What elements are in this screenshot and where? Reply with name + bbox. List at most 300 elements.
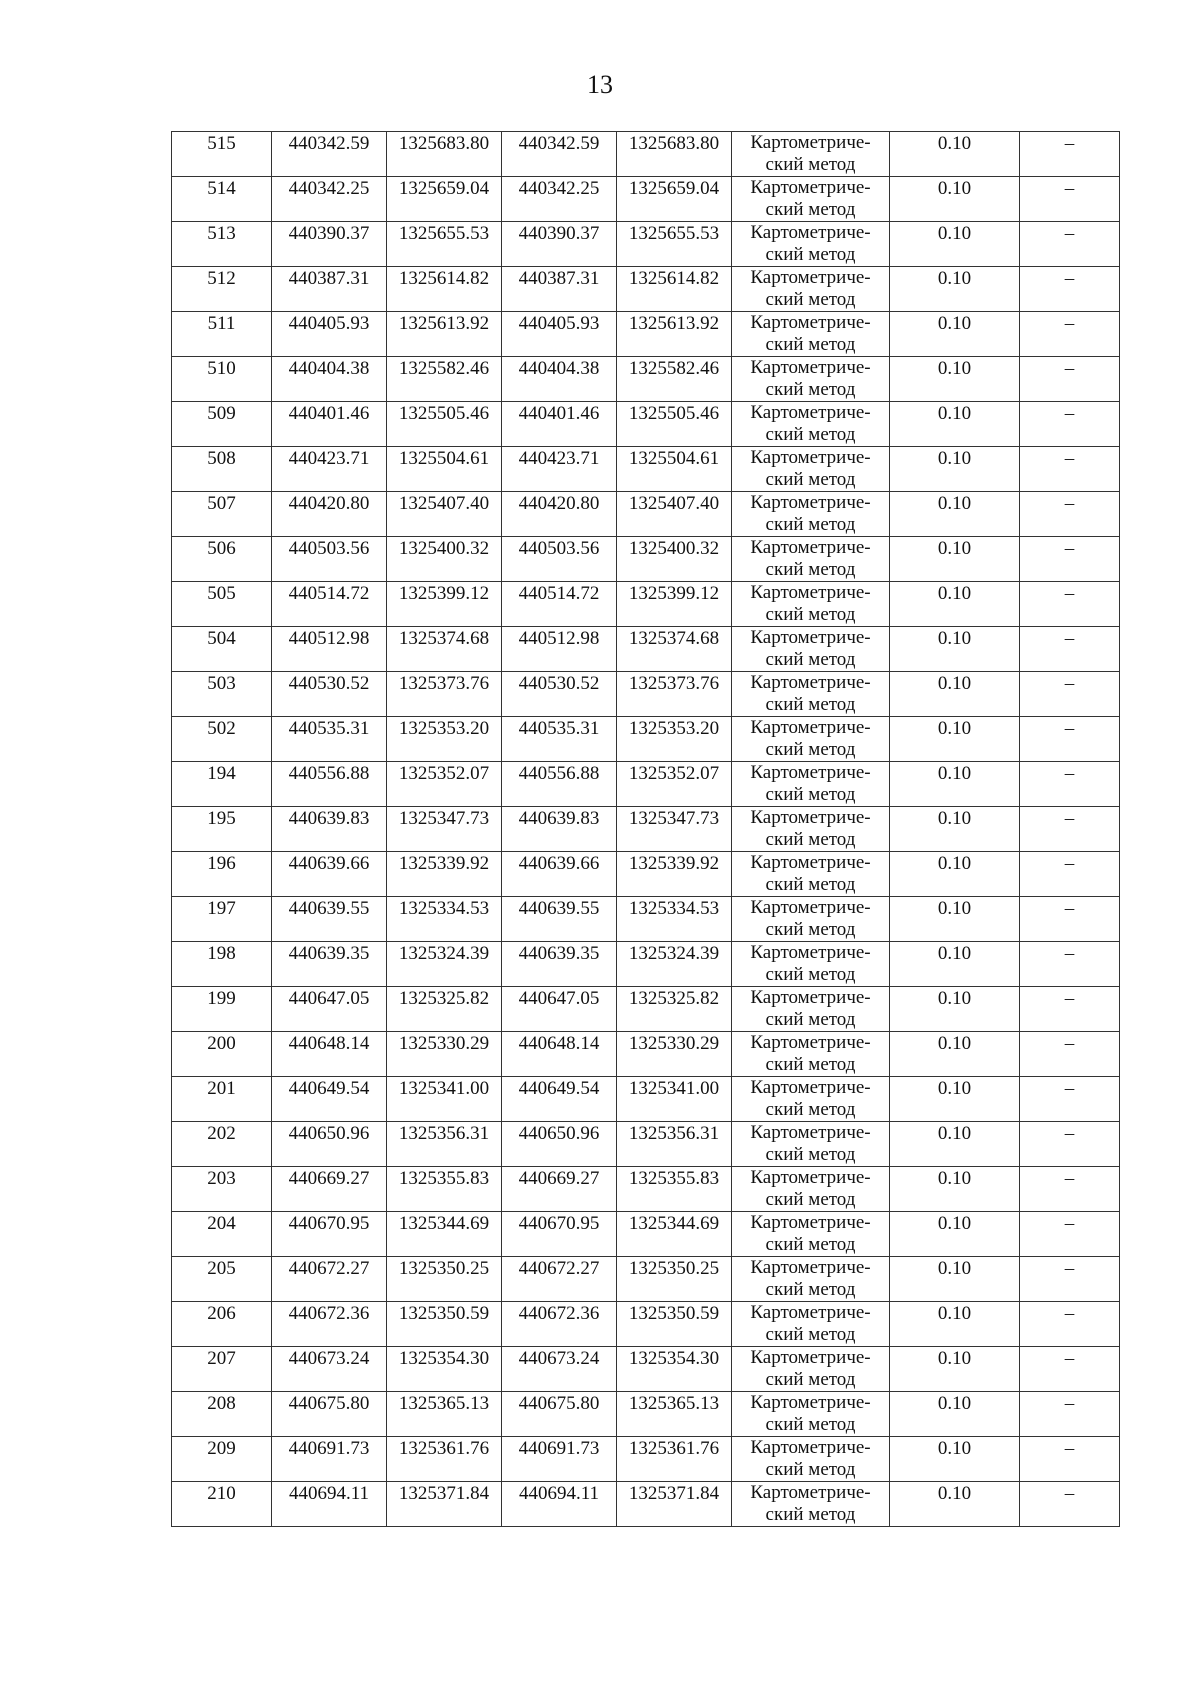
- x-coord-cell: 440387.31: [272, 267, 387, 312]
- x-coord-cell: 440556.88: [272, 762, 387, 807]
- point-number-cell: 509: [172, 402, 272, 447]
- x-coord-new-cell: 440342.59: [502, 132, 617, 177]
- y-coord-cell: 1325683.80: [387, 132, 502, 177]
- method-line-2: ский метод: [765, 964, 856, 985]
- point-number-cell: 502: [172, 717, 272, 762]
- x-coord-new-cell: 440639.83: [502, 807, 617, 852]
- y-coord-new-cell: 1325350.25: [617, 1257, 732, 1302]
- point-number-cell: 196: [172, 852, 272, 897]
- accuracy-cell: 0.10: [890, 267, 1020, 312]
- accuracy-cell: 0.10: [890, 1212, 1020, 1257]
- accuracy-cell: 0.10: [890, 132, 1020, 177]
- point-number-cell: 511: [172, 312, 272, 357]
- y-coord-cell: 1325324.39: [387, 942, 502, 987]
- method-cell: [732, 1392, 890, 1437]
- point-number-cell: 205: [172, 1257, 272, 1302]
- y-coord-cell: 1325344.69: [387, 1212, 502, 1257]
- table-row: [172, 852, 1120, 897]
- x-coord-new-cell: 440670.95: [502, 1212, 617, 1257]
- method-cell: [732, 852, 890, 897]
- x-coord-new-cell: 440639.66: [502, 852, 617, 897]
- method-cell: [732, 582, 890, 627]
- y-coord-cell: 1325325.82: [387, 987, 502, 1032]
- accuracy-cell: 0.10: [890, 447, 1020, 492]
- x-coord-cell: 440672.27: [272, 1257, 387, 1302]
- x-coord-cell: 440639.66: [272, 852, 387, 897]
- table-row: [172, 177, 1120, 222]
- point-number-cell: 197: [172, 897, 272, 942]
- method-line-2: ский метод: [765, 1099, 856, 1120]
- x-coord-cell: 440404.38: [272, 357, 387, 402]
- x-coord-cell: 440420.80: [272, 492, 387, 537]
- x-coord-new-cell: 440639.35: [502, 942, 617, 987]
- y-coord-new-cell: 1325356.31: [617, 1122, 732, 1167]
- method-cell: [732, 1167, 890, 1212]
- method-line-1: Картометриче-: [750, 537, 871, 558]
- x-coord-cell: 440423.71: [272, 447, 387, 492]
- note-cell: –: [1020, 1167, 1120, 1212]
- y-coord-new-cell: 1325582.46: [617, 357, 732, 402]
- note-cell: –: [1020, 1257, 1120, 1302]
- method-line-1: Картометриче-: [750, 312, 871, 333]
- point-number-cell: 512: [172, 267, 272, 312]
- method-line-1: Картометриче-: [750, 132, 871, 153]
- method-cell: [732, 762, 890, 807]
- x-coord-cell: 440639.55: [272, 897, 387, 942]
- table-row: [172, 582, 1120, 627]
- accuracy-cell: 0.10: [890, 177, 1020, 222]
- note-cell: –: [1020, 1437, 1120, 1482]
- method-line-2: ский метод: [765, 874, 856, 895]
- accuracy-cell: 0.10: [890, 1392, 1020, 1437]
- y-coord-new-cell: 1325361.76: [617, 1437, 732, 1482]
- x-coord-new-cell: 440503.56: [502, 537, 617, 582]
- x-coord-cell: 440691.73: [272, 1437, 387, 1482]
- note-cell: –: [1020, 537, 1120, 582]
- accuracy-cell: 0.10: [890, 1257, 1020, 1302]
- x-coord-new-cell: 440387.31: [502, 267, 617, 312]
- method-line-1: Картометриче-: [750, 357, 871, 378]
- y-coord-cell: 1325373.76: [387, 672, 502, 717]
- note-cell: –: [1020, 312, 1120, 357]
- x-coord-cell: 440342.59: [272, 132, 387, 177]
- method-cell: [732, 447, 890, 492]
- x-coord-cell: 440401.46: [272, 402, 387, 447]
- note-cell: –: [1020, 222, 1120, 267]
- y-coord-cell: 1325350.25: [387, 1257, 502, 1302]
- x-coord-new-cell: 440535.31: [502, 717, 617, 762]
- method-line-1: Картометриче-: [750, 807, 871, 828]
- y-coord-cell: 1325330.29: [387, 1032, 502, 1077]
- note-cell: –: [1020, 177, 1120, 222]
- note-cell: –: [1020, 267, 1120, 312]
- y-coord-cell: 1325356.31: [387, 1122, 502, 1167]
- point-number-cell: 201: [172, 1077, 272, 1122]
- x-coord-cell: 440670.95: [272, 1212, 387, 1257]
- x-coord-cell: 440512.98: [272, 627, 387, 672]
- method-line-1: Картометриче-: [750, 1482, 871, 1503]
- method-line-1: Картометриче-: [750, 852, 871, 873]
- method-line-1: Картометриче-: [750, 1347, 871, 1368]
- x-coord-cell: 440342.25: [272, 177, 387, 222]
- note-cell: –: [1020, 717, 1120, 762]
- method-line-2: ский метод: [765, 1144, 856, 1165]
- y-coord-cell: 1325582.46: [387, 357, 502, 402]
- table-row: [172, 537, 1120, 582]
- y-coord-cell: 1325659.04: [387, 177, 502, 222]
- table-row: [172, 1032, 1120, 1077]
- table-row: [172, 1167, 1120, 1212]
- y-coord-cell: 1325505.46: [387, 402, 502, 447]
- method-line-1: Картометриче-: [750, 672, 871, 693]
- method-line-1: Картометриче-: [750, 267, 871, 288]
- x-coord-new-cell: 440647.05: [502, 987, 617, 1032]
- point-number-cell: 508: [172, 447, 272, 492]
- y-coord-new-cell: 1325373.76: [617, 672, 732, 717]
- y-coord-cell: 1325614.82: [387, 267, 502, 312]
- note-cell: –: [1020, 762, 1120, 807]
- x-coord-new-cell: 440404.38: [502, 357, 617, 402]
- note-cell: –: [1020, 1347, 1120, 1392]
- table-row: [172, 1077, 1120, 1122]
- method-line-1: Картометриче-: [750, 1257, 871, 1278]
- method-line-1: Картометриче-: [750, 1167, 871, 1188]
- y-coord-new-cell: 1325353.20: [617, 717, 732, 762]
- accuracy-cell: 0.10: [890, 1437, 1020, 1482]
- x-coord-new-cell: 440512.98: [502, 627, 617, 672]
- point-number-cell: 507: [172, 492, 272, 537]
- method-cell: [732, 1347, 890, 1392]
- table-row: [172, 312, 1120, 357]
- point-number-cell: 513: [172, 222, 272, 267]
- table-row: [172, 357, 1120, 402]
- method-line-2: ский метод: [765, 289, 856, 310]
- page-number: 13: [587, 70, 613, 99]
- point-number-cell: 504: [172, 627, 272, 672]
- table-row: [172, 987, 1120, 1032]
- point-number-cell: 200: [172, 1032, 272, 1077]
- method-line-2: ский метод: [765, 514, 856, 535]
- y-coord-new-cell: 1325344.69: [617, 1212, 732, 1257]
- note-cell: –: [1020, 357, 1120, 402]
- x-coord-cell: 440694.11: [272, 1482, 387, 1527]
- method-cell: [732, 897, 890, 942]
- method-cell: [732, 672, 890, 717]
- note-cell: –: [1020, 1077, 1120, 1122]
- y-coord-new-cell: 1325374.68: [617, 627, 732, 672]
- method-line-2: ский метод: [765, 334, 856, 355]
- accuracy-cell: 0.10: [890, 1032, 1020, 1077]
- table-row: [172, 672, 1120, 717]
- table-row: [172, 1347, 1120, 1392]
- accuracy-cell: 0.10: [890, 717, 1020, 762]
- y-coord-new-cell: 1325334.53: [617, 897, 732, 942]
- method-line-1: Картометриче-: [750, 627, 871, 648]
- method-cell: [732, 402, 890, 447]
- x-coord-new-cell: 440530.52: [502, 672, 617, 717]
- y-coord-new-cell: 1325341.00: [617, 1077, 732, 1122]
- note-cell: –: [1020, 132, 1120, 177]
- x-coord-new-cell: 440672.27: [502, 1257, 617, 1302]
- method-cell: [732, 1077, 890, 1122]
- y-coord-cell: 1325399.12: [387, 582, 502, 627]
- accuracy-cell: 0.10: [890, 942, 1020, 987]
- note-cell: –: [1020, 1302, 1120, 1347]
- accuracy-cell: 0.10: [890, 222, 1020, 267]
- x-coord-cell: 440648.14: [272, 1032, 387, 1077]
- method-line-2: ский метод: [765, 1459, 856, 1480]
- x-coord-cell: 440535.31: [272, 717, 387, 762]
- method-line-1: Картометриче-: [750, 1392, 871, 1413]
- accuracy-cell: 0.10: [890, 492, 1020, 537]
- accuracy-cell: 0.10: [890, 897, 1020, 942]
- y-coord-cell: 1325407.40: [387, 492, 502, 537]
- method-line-2: ский метод: [765, 1324, 856, 1345]
- y-coord-cell: 1325347.73: [387, 807, 502, 852]
- accuracy-cell: 0.10: [890, 312, 1020, 357]
- point-number-cell: 514: [172, 177, 272, 222]
- table-row: [172, 627, 1120, 672]
- point-number-cell: 202: [172, 1122, 272, 1167]
- method-line-2: ский метод: [765, 829, 856, 850]
- x-coord-new-cell: 440405.93: [502, 312, 617, 357]
- note-cell: –: [1020, 492, 1120, 537]
- y-coord-new-cell: 1325352.07: [617, 762, 732, 807]
- point-number-cell: 208: [172, 1392, 272, 1437]
- y-coord-new-cell: 1325614.82: [617, 267, 732, 312]
- method-cell: [732, 267, 890, 312]
- y-coord-new-cell: 1325613.92: [617, 312, 732, 357]
- x-coord-cell: 440405.93: [272, 312, 387, 357]
- table-row: [172, 402, 1120, 447]
- x-coord-new-cell: 440423.71: [502, 447, 617, 492]
- method-line-1: Картометриче-: [750, 1077, 871, 1098]
- x-coord-new-cell: 440669.27: [502, 1167, 617, 1212]
- table-row: [172, 897, 1120, 942]
- x-coord-new-cell: 440694.11: [502, 1482, 617, 1527]
- y-coord-cell: 1325613.92: [387, 312, 502, 357]
- method-cell: [732, 357, 890, 402]
- method-line-2: ский метод: [765, 1414, 856, 1435]
- accuracy-cell: 0.10: [890, 537, 1020, 582]
- method-cell: [732, 1032, 890, 1077]
- point-number-cell: 206: [172, 1302, 272, 1347]
- y-coord-new-cell: 1325505.46: [617, 402, 732, 447]
- method-line-2: ский метод: [765, 559, 856, 580]
- table-row: [172, 1302, 1120, 1347]
- table-row: [172, 222, 1120, 267]
- method-cell: [732, 537, 890, 582]
- y-coord-cell: 1325352.07: [387, 762, 502, 807]
- method-line-1: Картометриче-: [750, 492, 871, 513]
- note-cell: –: [1020, 1212, 1120, 1257]
- method-cell: [732, 492, 890, 537]
- y-coord-cell: 1325334.53: [387, 897, 502, 942]
- point-number-cell: 204: [172, 1212, 272, 1257]
- method-cell: [732, 1437, 890, 1482]
- x-coord-new-cell: 440514.72: [502, 582, 617, 627]
- x-coord-cell: 440669.27: [272, 1167, 387, 1212]
- x-coord-cell: 440649.54: [272, 1077, 387, 1122]
- y-coord-new-cell: 1325400.32: [617, 537, 732, 582]
- x-coord-new-cell: 440556.88: [502, 762, 617, 807]
- x-coord-new-cell: 440650.96: [502, 1122, 617, 1167]
- point-number-cell: 505: [172, 582, 272, 627]
- note-cell: –: [1020, 582, 1120, 627]
- note-cell: –: [1020, 987, 1120, 1032]
- y-coord-new-cell: 1325365.13: [617, 1392, 732, 1437]
- point-number-cell: 194: [172, 762, 272, 807]
- x-coord-cell: 440514.72: [272, 582, 387, 627]
- y-coord-new-cell: 1325339.92: [617, 852, 732, 897]
- method-cell: [732, 987, 890, 1032]
- y-coord-new-cell: 1325350.59: [617, 1302, 732, 1347]
- method-line-2: ский метод: [765, 424, 856, 445]
- method-line-2: ский метод: [765, 604, 856, 625]
- table-row: [172, 1392, 1120, 1437]
- y-coord-cell: 1325350.59: [387, 1302, 502, 1347]
- method-cell: [732, 627, 890, 672]
- y-coord-new-cell: 1325407.40: [617, 492, 732, 537]
- x-coord-new-cell: 440390.37: [502, 222, 617, 267]
- x-coord-cell: 440647.05: [272, 987, 387, 1032]
- accuracy-cell: 0.10: [890, 357, 1020, 402]
- note-cell: –: [1020, 942, 1120, 987]
- accuracy-cell: 0.10: [890, 402, 1020, 447]
- y-coord-new-cell: 1325354.30: [617, 1347, 732, 1392]
- table-row: [172, 1257, 1120, 1302]
- note-cell: –: [1020, 672, 1120, 717]
- method-cell: [732, 312, 890, 357]
- accuracy-cell: 0.10: [890, 1167, 1020, 1212]
- table-row: [172, 942, 1120, 987]
- method-line-2: ский метод: [765, 1234, 856, 1255]
- method-line-2: ский метод: [765, 244, 856, 265]
- note-cell: –: [1020, 897, 1120, 942]
- method-cell: [732, 1212, 890, 1257]
- y-coord-new-cell: 1325399.12: [617, 582, 732, 627]
- x-coord-new-cell: 440649.54: [502, 1077, 617, 1122]
- note-cell: –: [1020, 1032, 1120, 1077]
- x-coord-new-cell: 440673.24: [502, 1347, 617, 1392]
- table-row: [172, 1437, 1120, 1482]
- note-cell: –: [1020, 1122, 1120, 1167]
- accuracy-cell: 0.10: [890, 627, 1020, 672]
- table-row: [172, 267, 1120, 312]
- accuracy-cell: 0.10: [890, 1302, 1020, 1347]
- table-row: [172, 1482, 1120, 1527]
- x-coord-cell: 440675.80: [272, 1392, 387, 1437]
- method-line-1: Картометриче-: [750, 762, 871, 783]
- method-line-1: Картометриче-: [750, 1212, 871, 1233]
- x-coord-new-cell: 440401.46: [502, 402, 617, 447]
- method-line-2: ский метод: [765, 919, 856, 940]
- table-row: [172, 132, 1120, 177]
- method-cell: [732, 132, 890, 177]
- x-coord-cell: 440639.83: [272, 807, 387, 852]
- y-coord-new-cell: 1325504.61: [617, 447, 732, 492]
- method-line-1: Картометриче-: [750, 987, 871, 1008]
- point-number-cell: 515: [172, 132, 272, 177]
- method-line-2: ский метод: [765, 739, 856, 760]
- method-line-2: ский метод: [765, 1009, 856, 1030]
- y-coord-new-cell: 1325325.82: [617, 987, 732, 1032]
- y-coord-cell: 1325341.00: [387, 1077, 502, 1122]
- note-cell: –: [1020, 807, 1120, 852]
- y-coord-new-cell: 1325347.73: [617, 807, 732, 852]
- method-line-2: ский метод: [765, 1369, 856, 1390]
- method-cell: [732, 1257, 890, 1302]
- y-coord-cell: 1325353.20: [387, 717, 502, 762]
- method-line-1: Картометриче-: [750, 177, 871, 198]
- method-line-1: Картометриче-: [750, 582, 871, 603]
- point-number-cell: 199: [172, 987, 272, 1032]
- coordinates-table: [171, 131, 1120, 1527]
- table-row: [172, 1122, 1120, 1167]
- point-number-cell: 209: [172, 1437, 272, 1482]
- note-cell: –: [1020, 402, 1120, 447]
- x-coord-new-cell: 440420.80: [502, 492, 617, 537]
- x-coord-new-cell: 440342.25: [502, 177, 617, 222]
- x-coord-cell: 440390.37: [272, 222, 387, 267]
- method-line-2: ский метод: [765, 469, 856, 490]
- y-coord-cell: 1325400.32: [387, 537, 502, 582]
- method-cell: [732, 1122, 890, 1167]
- method-line-2: ский метод: [765, 154, 856, 175]
- point-number-cell: 503: [172, 672, 272, 717]
- note-cell: –: [1020, 852, 1120, 897]
- x-coord-cell: 440503.56: [272, 537, 387, 582]
- method-line-2: ский метод: [765, 649, 856, 670]
- x-coord-cell: 440673.24: [272, 1347, 387, 1392]
- method-line-2: ский метод: [765, 694, 856, 715]
- method-cell: [732, 942, 890, 987]
- y-coord-new-cell: 1325659.04: [617, 177, 732, 222]
- y-coord-cell: 1325339.92: [387, 852, 502, 897]
- accuracy-cell: 0.10: [890, 1077, 1020, 1122]
- y-coord-new-cell: 1325355.83: [617, 1167, 732, 1212]
- method-line-2: ский метод: [765, 199, 856, 220]
- x-coord-cell: 440530.52: [272, 672, 387, 717]
- accuracy-cell: 0.10: [890, 987, 1020, 1032]
- accuracy-cell: 0.10: [890, 1482, 1020, 1527]
- x-coord-new-cell: 440691.73: [502, 1437, 617, 1482]
- y-coord-cell: 1325365.13: [387, 1392, 502, 1437]
- method-cell: [732, 807, 890, 852]
- method-cell: [732, 717, 890, 762]
- table-body: [172, 132, 1120, 1527]
- table-row: [172, 492, 1120, 537]
- method-line-2: ский метод: [765, 1054, 856, 1075]
- method-cell: [732, 1302, 890, 1347]
- x-coord-new-cell: 440672.36: [502, 1302, 617, 1347]
- table-row: [172, 447, 1120, 492]
- method-line-1: Картометриче-: [750, 897, 871, 918]
- point-number-cell: 195: [172, 807, 272, 852]
- accuracy-cell: 0.10: [890, 672, 1020, 717]
- y-coord-cell: 1325504.61: [387, 447, 502, 492]
- note-cell: –: [1020, 1482, 1120, 1527]
- table-row: [172, 717, 1120, 762]
- method-line-1: Картометриче-: [750, 1302, 871, 1323]
- method-cell: [732, 177, 890, 222]
- method-line-2: ский метод: [765, 1504, 856, 1525]
- table-row: [172, 1212, 1120, 1257]
- y-coord-cell: 1325361.76: [387, 1437, 502, 1482]
- accuracy-cell: 0.10: [890, 1122, 1020, 1167]
- y-coord-cell: 1325355.83: [387, 1167, 502, 1212]
- method-line-2: ский метод: [765, 1279, 856, 1300]
